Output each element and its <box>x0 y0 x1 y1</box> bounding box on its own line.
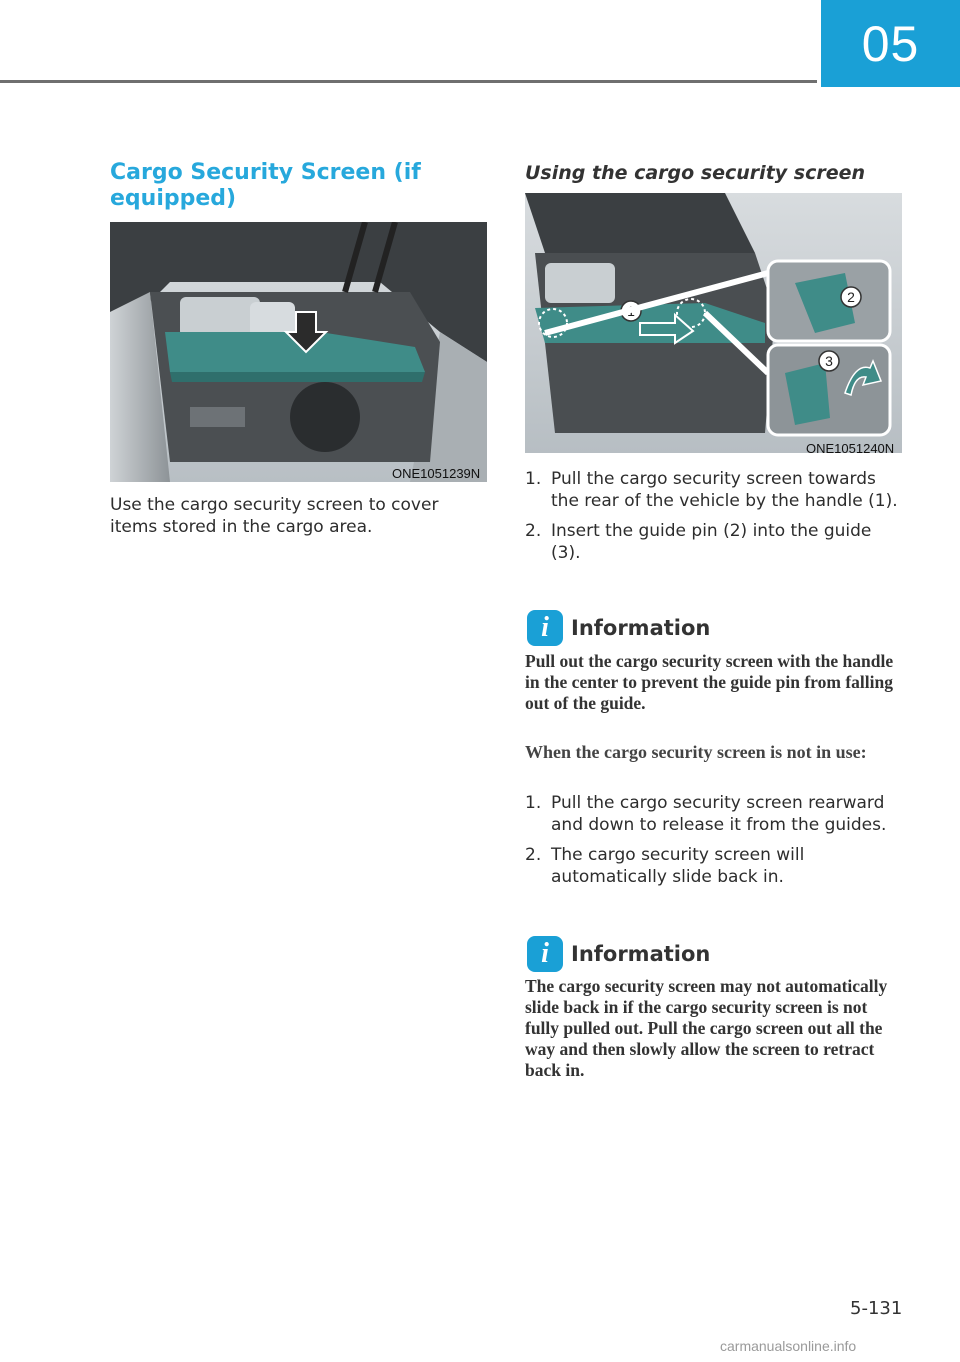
list-item <box>525 520 905 564</box>
step-text: Pull the cargo security screen rearward and down to release it from the guides. <box>551 793 887 835</box>
page-number: 5-131 <box>850 1298 903 1319</box>
list-item <box>525 468 905 512</box>
pull-screen-illustration <box>525 193 902 453</box>
subtitle-using: Using the cargo security screen <box>525 162 866 184</box>
info-title: Information <box>571 616 711 640</box>
not-in-use-title: When the cargo security screen is not in use: <box>525 742 867 762</box>
steps-using <box>525 468 905 572</box>
info-header-2 <box>527 936 710 972</box>
callout-3: 3 <box>825 353 833 369</box>
step-text: Pull the cargo security screen towards the rear of the vehicle by the handle (1). <box>551 469 898 511</box>
watermark: carmanualsonline.info <box>720 1338 857 1354</box>
list-item <box>525 792 905 836</box>
chapter-tab: 05 <box>821 0 960 87</box>
figure-code: ONE1051239N <box>392 466 481 481</box>
info-icon: i <box>527 610 563 646</box>
step-text: Insert the guide pin (2) into the guide (3). <box>551 521 872 563</box>
info-text-2: The cargo security screen may not automatically slide back in if the cargo security screen is not fully pulled out. Pull the cargo screen out all the way and then slowly allow the screen to retract back in. <box>525 976 888 1080</box>
callout-2: 2 <box>847 289 855 305</box>
description-text: Use the cargo security screen to cover items stored in the cargo area. <box>110 495 439 537</box>
cargo-area-illustration <box>110 222 487 482</box>
steps-not-in-use <box>525 792 905 896</box>
step-number: 1. <box>525 469 542 489</box>
section-title: Cargo Security Screen (if equipped) <box>110 160 421 211</box>
list-item <box>525 844 905 888</box>
info-text-1: Pull out the cargo security screen with the handle in the center to prevent the guide pin from falling out of the guide. <box>525 651 894 713</box>
info-header-1 <box>527 610 710 646</box>
step-text: The cargo security screen will automatically slide back in. <box>551 845 805 887</box>
figure-code: ONE1051240N <box>806 441 895 456</box>
figure-cargo-screen-cover <box>110 222 487 482</box>
figure-cargo-screen-pull <box>525 193 902 453</box>
step-number: 1. <box>525 793 542 813</box>
step-number: 2. <box>525 521 542 541</box>
info-title: Information <box>571 942 711 966</box>
info-icon: i <box>527 936 563 972</box>
header-rule <box>0 80 817 83</box>
step-number: 2. <box>525 845 542 865</box>
